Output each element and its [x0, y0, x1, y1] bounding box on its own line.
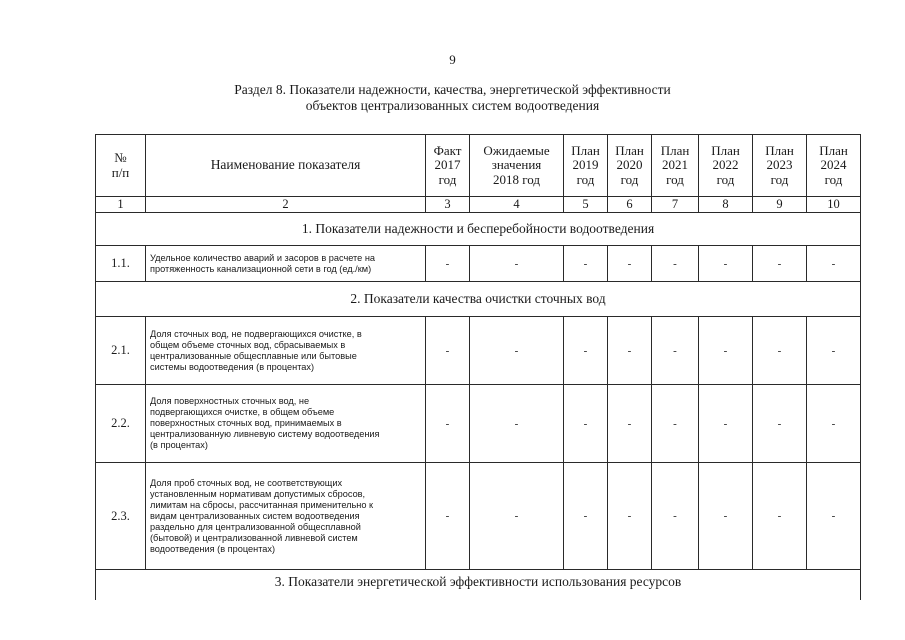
- section-header-row: [96, 570, 861, 600]
- value-cell: -: [753, 246, 807, 282]
- indicator-name: Доля проб сточных вод, не соответствующих установленным нормативам допустимых сбросов, лимитам на сбросы, рассчитанная применительно к видам централизованных систем водоотведения раздельно для централизованной общесплавной (бытовой) и централизованной ливневой систем водоотведения (в процентах): [146, 463, 426, 570]
- header-num: № п/п: [96, 135, 146, 197]
- value-cell: -: [699, 463, 753, 570]
- column-number: 5: [564, 197, 608, 213]
- value-cell: -: [426, 463, 470, 570]
- value-cell: -: [426, 385, 470, 463]
- column-number: 6: [608, 197, 652, 213]
- value-cell: -: [652, 463, 699, 570]
- table-row: [96, 385, 861, 463]
- value-cell: -: [699, 246, 753, 282]
- header-row: [96, 135, 861, 197]
- value-cell: -: [807, 463, 861, 570]
- column-number-row: [96, 197, 861, 213]
- value-cell: -: [564, 317, 608, 385]
- value-cell: -: [652, 317, 699, 385]
- value-cell: -: [652, 246, 699, 282]
- value-cell: -: [753, 463, 807, 570]
- indicator-name: Доля сточных вод, не подвергающихся очистке, в общем объеме сточных вод, сбрасываемых в централизованные общесплавные или бытовые системы водоотведения (в процентах): [146, 317, 426, 385]
- value-cell: -: [608, 246, 652, 282]
- value-cell: -: [564, 246, 608, 282]
- value-cell: -: [470, 385, 564, 463]
- value-cell: -: [652, 385, 699, 463]
- value-cell: -: [564, 463, 608, 570]
- column-number: 3: [426, 197, 470, 213]
- value-cell: -: [608, 317, 652, 385]
- header-year-col: План 2023 год: [753, 135, 807, 197]
- header-year-col: Факт 2017 год: [426, 135, 470, 197]
- value-cell: -: [470, 317, 564, 385]
- value-cell: -: [608, 385, 652, 463]
- header-name: Наименование показателя: [146, 135, 426, 197]
- row-number: 2.1.: [96, 317, 146, 385]
- column-number: 9: [753, 197, 807, 213]
- value-cell: -: [426, 317, 470, 385]
- value-cell: -: [807, 246, 861, 282]
- value-cell: -: [470, 463, 564, 570]
- column-number: 8: [699, 197, 753, 213]
- column-number: 2: [146, 197, 426, 213]
- section-header-row: [96, 282, 861, 317]
- section-title: [0, 82, 905, 114]
- section-title-line-2: объектов централизованных систем водоотведения: [305, 98, 600, 113]
- row-number: 2.3.: [96, 463, 146, 570]
- header-year-col: План 2024 год: [807, 135, 861, 197]
- section-title-3: 3. Показатели энергетической эффективности использования ресурсов: [96, 570, 861, 600]
- section-header-row: [96, 213, 861, 246]
- section-title-line-1: Раздел 8. Показатели надежности, качества, энергетической эффективности: [234, 82, 671, 97]
- value-cell: -: [807, 317, 861, 385]
- table-row: [96, 463, 861, 570]
- indicators-table: [95, 134, 861, 600]
- header-year-col: Ожидаемые значения 2018 год: [470, 135, 564, 197]
- value-cell: -: [470, 246, 564, 282]
- section-title-1: 1. Показатели надежности и бесперебойности водоотведения: [96, 213, 861, 246]
- value-cell: -: [426, 246, 470, 282]
- header-year-col: План 2020 год: [608, 135, 652, 197]
- header-year-col: План 2021 год: [652, 135, 699, 197]
- value-cell: -: [699, 385, 753, 463]
- table-row: [96, 317, 861, 385]
- row-number: 1.1.: [96, 246, 146, 282]
- value-cell: -: [753, 385, 807, 463]
- indicator-name: Доля поверхностных сточных вод, не подвергающихся очистке, в общем объеме поверхностных сточных вод, принимаемых в централизованную ливневую систему водоотведения (в процентах): [146, 385, 426, 463]
- value-cell: -: [807, 385, 861, 463]
- column-number: 10: [807, 197, 861, 213]
- value-cell: -: [608, 463, 652, 570]
- value-cell: -: [753, 317, 807, 385]
- column-number: 1: [96, 197, 146, 213]
- page-number: 9: [449, 52, 456, 67]
- section-title-2: 2. Показатели качества очистки сточных вод: [96, 282, 861, 317]
- column-number: 7: [652, 197, 699, 213]
- row-number: 2.2.: [96, 385, 146, 463]
- indicator-name: Удельное количество аварий и засоров в расчете на протяженность канализационной сети в год (ед./км): [146, 246, 426, 282]
- value-cell: -: [564, 385, 608, 463]
- header-year-col: План 2022 год: [699, 135, 753, 197]
- column-number: 4: [470, 197, 564, 213]
- value-cell: -: [699, 317, 753, 385]
- table-row: [96, 246, 861, 282]
- header-year-col: План 2019 год: [564, 135, 608, 197]
